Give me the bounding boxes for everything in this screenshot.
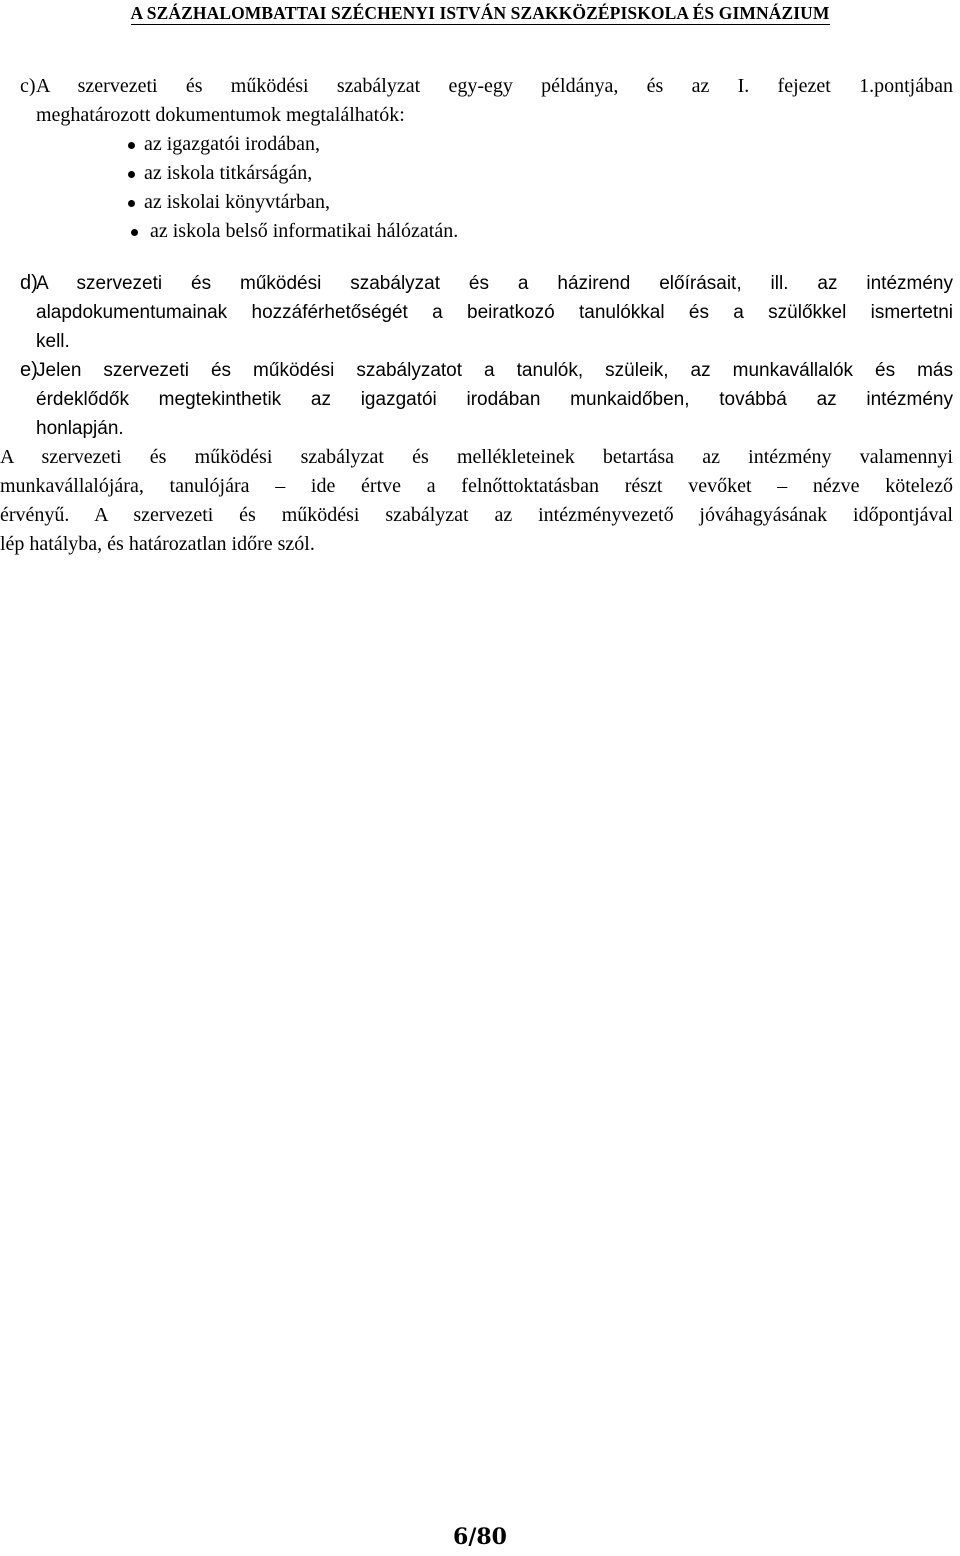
paragraph-e-line-3: honlapján. — [36, 418, 124, 439]
list-item — [0, 159, 953, 188]
paragraph-c — [0, 72, 953, 130]
item-marker-c: c) — [20, 75, 36, 97]
bullet-icon — [128, 200, 135, 207]
item-marker-e: e) — [20, 359, 38, 381]
page-number: 6/80 — [453, 1524, 507, 1550]
list-item — [0, 188, 953, 217]
paragraph-d-line-1: A szervezeti és működési szabályzat és a házirend előírásait, ill. az intézmény — [36, 273, 953, 294]
closing-line-4: lép hatályba, és határozatlan időre szól. — [0, 533, 315, 555]
paragraph-c-line-1: A szervezeti és működési szabályzat egy-egy példánya, és az I. fejezet 1.pontjában — [36, 75, 953, 97]
bullet-icon — [128, 171, 135, 178]
paragraph-d-line-2: alapdokumentumainak hozzáférhetőségét a beiratkozó tanulókkal és a szülőkkel ismertetni — [36, 302, 953, 323]
paragraph-e-line-1: Jelen szervezeti és működési szabályzatot a tanulók, szüleik, az munkavállalók és más — [36, 360, 953, 381]
location-list — [0, 130, 953, 246]
bullet-icon — [131, 229, 138, 236]
bullet-icon — [128, 142, 135, 149]
document-body — [0, 72, 953, 559]
list-item-text: az igazgatói irodában, — [144, 133, 321, 155]
list-item-text: az iskola belső informatikai hálózatán. — [150, 220, 459, 242]
paragraph-c-line-2: meghatározott dokumentumok megtalálhatók: — [36, 104, 405, 126]
closing-line-2: munkavállalójára, tanulójára – ide értve a felnőttoktatásban részt vevőket – nézve kötelező — [0, 475, 953, 497]
list-item-text: az iskola titkárságán, — [144, 162, 313, 184]
list-item — [0, 217, 953, 246]
list-item — [0, 130, 953, 159]
closing-line-3: érvényű. A szervezeti és működési szabályzat az intézményvezető jóváhagyásának időpontjával — [0, 504, 953, 526]
paragraph-d-line-3: kell. — [36, 331, 70, 352]
closing-line-1: A szervezeti és működési szabályzat és mellékleteinek betartása az intézmény valamennyi — [0, 446, 953, 468]
closing-paragraph — [0, 443, 953, 559]
paragraph-d — [0, 269, 953, 356]
list-item-text: az iskolai könyvtárban, — [144, 191, 331, 213]
item-marker-d: d) — [20, 272, 38, 294]
spacer — [0, 246, 953, 269]
paragraph-e-line-2: érdeklődők megtekinthetik az igazgatói irodában munkaidőben, továbbá az intézmény — [36, 389, 953, 410]
paragraph-e — [0, 356, 953, 443]
page-header — [0, 0, 960, 25]
school-name-header: A SZÁZHALOMBATTAI SZÉCHENYI ISTVÁN SZAKKÖZÉPISKOLA ÉS GIMNÁZIUM — [130, 3, 830, 23]
